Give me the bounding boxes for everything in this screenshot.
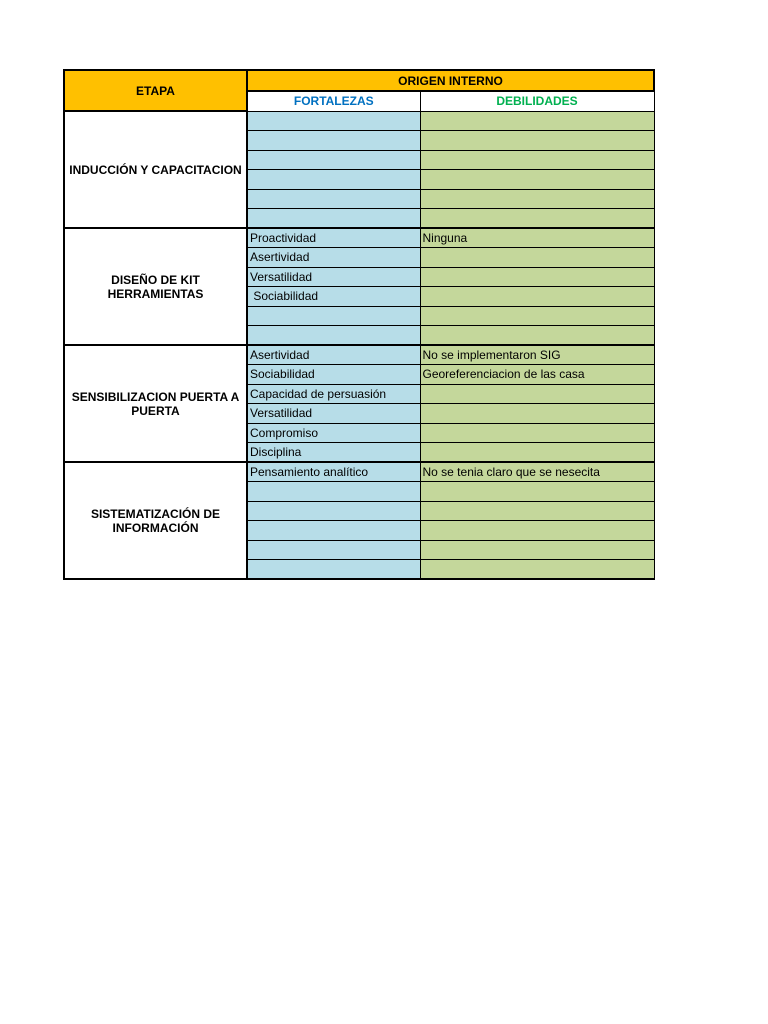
debilidad-cell[interactable]	[420, 482, 654, 502]
fortaleza-cell[interactable]	[247, 209, 420, 229]
table-row	[64, 345, 654, 365]
debilidad-cell[interactable]	[420, 501, 654, 521]
fortaleza-cell[interactable]: Asertividad	[247, 345, 420, 365]
debilidad-cell[interactable]	[420, 111, 654, 131]
debilidad-cell[interactable]	[420, 131, 654, 151]
debilidad-cell[interactable]	[420, 170, 654, 190]
stage-cell[interactable]: SENSIBILIZACION PUERTA A PUERTA	[64, 345, 247, 462]
debilidad-cell[interactable]: Ninguna	[420, 228, 654, 248]
fortalezas-header: FORTALEZAS	[247, 91, 420, 111]
fortaleza-cell[interactable]	[247, 540, 420, 560]
debilidades-header: DEBILIDADES	[420, 91, 654, 111]
fortaleza-cell[interactable]	[247, 521, 420, 541]
debilidad-cell[interactable]	[420, 267, 654, 287]
fortaleza-cell[interactable]	[247, 482, 420, 502]
origen-interno-header: ORIGEN INTERNO	[247, 70, 654, 91]
debilidad-cell[interactable]	[420, 150, 654, 170]
debilidad-cell[interactable]	[420, 287, 654, 307]
fortaleza-cell[interactable]: Pensamiento analítico	[247, 462, 420, 482]
debilidad-cell[interactable]	[420, 540, 654, 560]
debilidad-cell[interactable]	[420, 404, 654, 424]
fortaleza-cell[interactable]: Versatilidad	[247, 267, 420, 287]
debilidad-cell[interactable]	[420, 248, 654, 268]
fortaleza-cell[interactable]: Sociabilidad	[247, 365, 420, 385]
fortaleza-cell[interactable]	[247, 560, 420, 580]
stage-cell[interactable]: SISTEMATIZACIÓN DE INFORMACIÓN	[64, 462, 247, 579]
debilidad-cell[interactable]	[420, 521, 654, 541]
fortaleza-cell[interactable]: Disciplina	[247, 443, 420, 463]
fortaleza-cell[interactable]: Capacidad de persuasión	[247, 384, 420, 404]
stage-cell[interactable]: DISEÑO DE KIT HERRAMIENTAS	[64, 228, 247, 345]
fortaleza-cell[interactable]: Versatilidad	[247, 404, 420, 424]
fortaleza-cell[interactable]: Proactividad	[247, 228, 420, 248]
stage-cell[interactable]: INDUCCIÓN Y CAPACITACION	[64, 111, 247, 228]
debilidad-cell[interactable]: No se tenia claro que se nesecita	[420, 462, 654, 482]
spreadsheet	[63, 69, 655, 580]
fortaleza-cell[interactable]	[247, 501, 420, 521]
dofa-table	[63, 69, 655, 580]
fortaleza-cell[interactable]	[247, 189, 420, 209]
fortaleza-cell[interactable]	[247, 170, 420, 190]
debilidad-cell[interactable]: No se implementaron SIG	[420, 345, 654, 365]
fortaleza-cell[interactable]	[247, 131, 420, 151]
table-row	[64, 111, 654, 131]
debilidad-cell[interactable]	[420, 189, 654, 209]
debilidad-cell[interactable]	[420, 326, 654, 346]
debilidad-cell[interactable]: Georeferenciacion de las casa	[420, 365, 654, 385]
fortaleza-cell[interactable]	[247, 306, 420, 326]
fortaleza-cell[interactable]	[247, 326, 420, 346]
etapa-header: ETAPA	[64, 70, 247, 111]
debilidad-cell[interactable]	[420, 384, 654, 404]
debilidad-cell[interactable]	[420, 209, 654, 229]
fortaleza-cell[interactable]	[247, 111, 420, 131]
table-row	[64, 228, 654, 248]
debilidad-cell[interactable]	[420, 443, 654, 463]
debilidad-cell[interactable]	[420, 423, 654, 443]
fortaleza-cell[interactable]	[247, 150, 420, 170]
fortaleza-cell[interactable]: Asertividad	[247, 248, 420, 268]
debilidad-cell[interactable]	[420, 306, 654, 326]
debilidad-cell[interactable]	[420, 560, 654, 580]
fortaleza-cell[interactable]: Sociabilidad	[247, 287, 420, 307]
fortaleza-cell[interactable]: Compromiso	[247, 423, 420, 443]
table-row	[64, 462, 654, 482]
